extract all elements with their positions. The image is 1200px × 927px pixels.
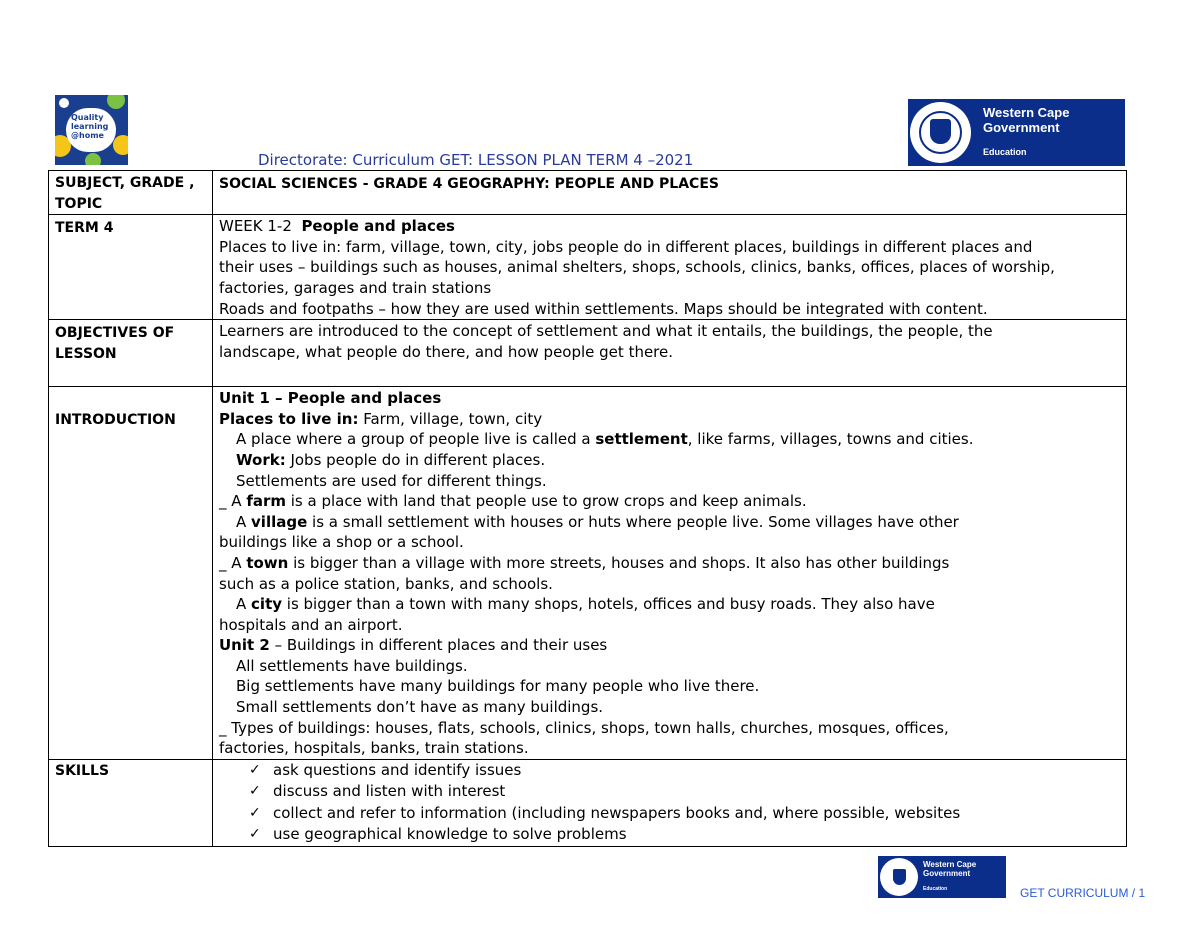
- logo-dot: [107, 95, 125, 109]
- footer-page-label: GET CURRICULUM / 1: [1020, 886, 1146, 900]
- introduction-content: [213, 387, 1127, 760]
- term-text-line: their uses – buildings such as houses, animal shelters, shops, schools, clinics, banks, offices, places of worship,: [219, 258, 1055, 277]
- skills-label: SKILLS: [49, 759, 213, 846]
- logo-text: [71, 113, 108, 140]
- footer-logo-line: Government: [923, 869, 971, 878]
- checkmark-icon: ✓: [249, 783, 261, 800]
- settlement-line: [219, 429, 1126, 450]
- directorate-heading: Directorate: Curriculum GET: LESSON PLAN TERM 4 –2021: [258, 151, 694, 169]
- footer-logo-department: Education: [923, 886, 948, 892]
- logo-dot: [113, 135, 128, 155]
- week-number: WEEK 1-2: [219, 217, 292, 236]
- unit2-text: – Buildings in different places and their uses: [269, 636, 608, 655]
- places-line: [219, 409, 1126, 430]
- logo-text-line: learning: [71, 122, 109, 131]
- city-term: city: [251, 595, 283, 614]
- text-span: A place where a group of people live is called a: [236, 430, 596, 449]
- western-cape-government-logo: [908, 99, 1125, 166]
- table-row: [49, 387, 1127, 760]
- footer-coat-of-arms-icon: [880, 858, 918, 896]
- table-row: [49, 320, 1127, 387]
- lesson-plan-table: [48, 170, 1127, 847]
- logo-line: Government: [983, 120, 1060, 135]
- text-span: _ A: [219, 492, 247, 511]
- skill-text: use geographical knowledge to solve problems: [273, 825, 627, 844]
- table-row: [49, 171, 1127, 215]
- unit2-heading: [219, 635, 1126, 656]
- term-content: [213, 215, 1127, 320]
- intro-text-line: factories, hospitals, banks, train stations.: [219, 739, 529, 758]
- footer-logo-line: Western Cape: [923, 860, 977, 869]
- footer-western-cape-logo: [878, 856, 1006, 898]
- footer-crest-shield-icon: [893, 869, 906, 885]
- text-span: A: [236, 512, 252, 531]
- list-item: [219, 824, 1126, 846]
- village-line: [219, 512, 1126, 533]
- introduction-label: INTRODUCTION: [49, 387, 213, 760]
- intro-text-line: All settlements have buildings.: [236, 656, 468, 675]
- crest-shield-icon: [930, 119, 951, 144]
- intro-text-line: buildings like a shop or a school.: [219, 533, 464, 552]
- logo-government-name: [983, 105, 1069, 135]
- intro-text-line: such as a police station, banks, and schools.: [219, 574, 553, 593]
- intro-text-line: Small settlements don’t have as many buildings.: [236, 698, 604, 717]
- footer-logo-name: [923, 860, 976, 878]
- table-row: [49, 759, 1127, 846]
- text-span: is a small settlement with houses or huts where people live. Some villages have other: [307, 512, 959, 531]
- week-title: People and places: [301, 217, 455, 236]
- text-span: _ A: [219, 553, 247, 572]
- objectives-text-line: Learners are introduced to the concept of settlement and what it entails, the buildings, the people, the: [219, 322, 993, 341]
- logo-department: Education: [983, 147, 1027, 157]
- unit1-heading: Unit 1 – People and places: [219, 389, 442, 408]
- text-span: is a place with land that people use to grow crops and keep animals.: [286, 492, 807, 511]
- farm-term: farm: [246, 492, 286, 511]
- list-item: [219, 803, 1126, 825]
- checkmark-icon: ✓: [249, 804, 261, 821]
- subject-label: SUBJECT, GRADE , TOPIC: [49, 171, 213, 215]
- logo-line: Western Cape: [983, 105, 1070, 120]
- checkmark-icon: ✓: [249, 761, 261, 778]
- work-text: Jobs people do in different places.: [285, 450, 546, 469]
- logo-dot: [85, 153, 101, 165]
- text-span: , like farms, villages, towns and cities.: [687, 430, 974, 449]
- places-label: Places to live in:: [219, 409, 359, 428]
- places-text: Farm, village, town, city: [358, 409, 543, 428]
- intro-text-line: Settlements are used for different things.: [236, 471, 547, 490]
- city-line: [219, 594, 1126, 615]
- skill-text: discuss and listen with interest: [273, 782, 506, 801]
- village-term: village: [251, 512, 308, 531]
- term-text-line: Places to live in: farm, village, town, city, jobs people do in different places, buildings in different places and: [219, 237, 1033, 256]
- list-item: [219, 760, 1126, 782]
- coat-of-arms-icon: [910, 102, 971, 163]
- term-label: TERM 4: [49, 215, 213, 320]
- term-text-line: Roads and footpaths – how they are used within settlements. Maps should be integrated with content.: [219, 299, 988, 318]
- quality-learning-logo: [55, 95, 128, 165]
- town-line: [219, 553, 1126, 574]
- logo-text-line: Quality: [71, 113, 104, 122]
- objectives-content: [213, 320, 1127, 387]
- subject-value: SOCIAL SCIENCES - GRADE 4 GEOGRAPHY: PEOPLE AND PLACES: [213, 171, 1127, 215]
- text-span: A: [236, 595, 252, 614]
- list-item: [219, 781, 1126, 803]
- objectives-text-line: landscape, what people do there, and how people get there.: [219, 342, 674, 361]
- town-term: town: [246, 553, 289, 572]
- checkmark-icon: ✓: [249, 826, 261, 843]
- logo-seal-icon: [59, 98, 69, 108]
- settlement-term: settlement: [595, 430, 688, 449]
- skills-content: [213, 759, 1127, 846]
- work-label: Work:: [236, 450, 286, 469]
- objectives-label: OBJECTIVES OF LESSON: [49, 320, 213, 387]
- farm-line: [219, 491, 1126, 512]
- text-span: is bigger than a town with many shops, hotels, offices and busy roads. They also have: [282, 595, 935, 614]
- skills-list: [219, 760, 1126, 846]
- intro-text-line: Big settlements have many buildings for many people who live there.: [236, 677, 760, 696]
- work-line: [219, 450, 1126, 471]
- week-heading: [219, 216, 1126, 237]
- logo-text-line: @home: [71, 131, 104, 140]
- table-row: [49, 215, 1127, 320]
- skill-text: ask questions and identify issues: [273, 760, 522, 779]
- unit2-label: Unit 2: [219, 636, 270, 655]
- skill-text: collect and refer to information (including newspapers books and, where possible, websites: [273, 803, 961, 822]
- term-text-line: factories, garages and train stations: [219, 278, 492, 297]
- intro-text-line: _ Types of buildings: houses, flats, schools, clinics, shops, town halls, churches, mosques, offices,: [219, 718, 949, 737]
- text-span: is bigger than a village with more streets, houses and shops. It also has other buildings: [288, 553, 950, 572]
- intro-text-line: hospitals and an airport.: [219, 615, 403, 634]
